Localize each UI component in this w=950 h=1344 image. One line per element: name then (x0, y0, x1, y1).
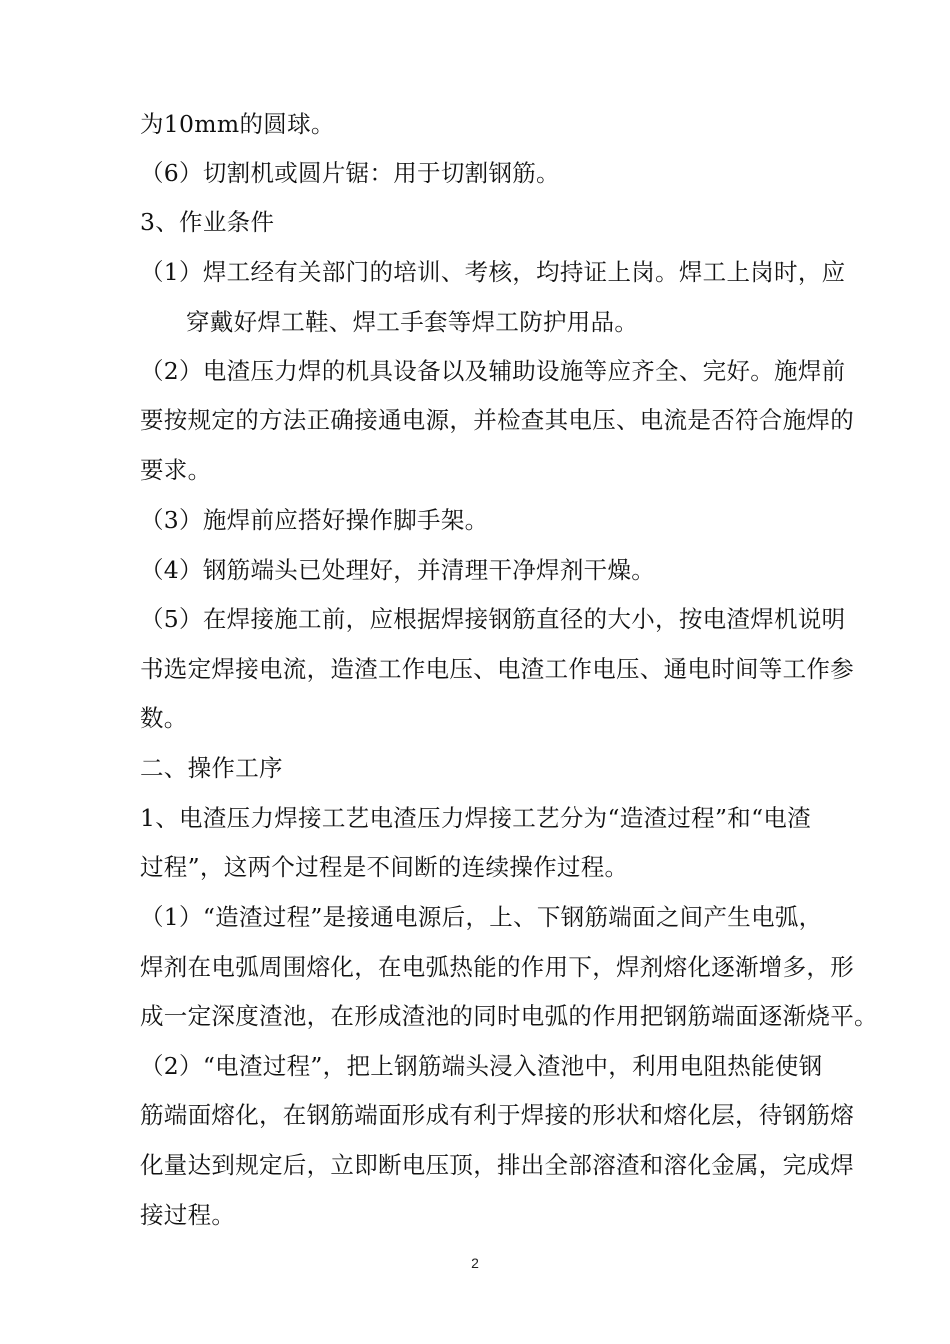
text-line: （4）钢筋端头已处理好，并清理干净焊剂干燥。 (140, 556, 656, 584)
text-line: 过程”，这两个过程是不间断的连续操作过程。 (140, 853, 629, 881)
text-line: （1）焊工经有关部门的培训、考核，均持证上岗。焊工上岗时，应 (140, 258, 846, 286)
text-line: （5）在焊接施工前，应根据焊接钢筋直径的大小，按电渣焊机说明 (140, 605, 846, 633)
text-line: 书选定焊接电流，造渣工作电压、电渣工作电压、通电时间等工作参 (140, 655, 854, 683)
text-line: （6）切割机或圆片锯：用于切割钢筋。 (140, 159, 560, 187)
section-heading: 3、作业条件 (140, 208, 275, 236)
text-line: 数。 (140, 704, 188, 732)
text-line: 为10mm的圆球。 (140, 110, 335, 138)
text-line: （3）施焊前应搭好操作脚手架。 (140, 506, 489, 534)
text-line: 化量达到规定后，立即断电压顶，排出全部溶渣和溶化金属，完成焊 (140, 1151, 854, 1179)
text-line: 穿戴好焊工鞋、焊工手套等焊工防护用品。 (186, 308, 639, 336)
text-line: 接过程。 (140, 1201, 236, 1229)
text-line: 1、电渣压力焊接工艺电渣压力焊接工艺分为“造渣过程”和“电渣 (140, 804, 811, 832)
text-line: 成一定深度渣池，在形成渣池的同时电弧的作用把钢筋端面逐渐烧平。 (140, 1002, 878, 1030)
text-line: （1）“造渣过程”是接通电源后，上、下钢筋端面之间产生电弧， (140, 903, 823, 931)
section-heading: 二、操作工序 (140, 754, 283, 782)
text-line: 要按规定的方法正确接通电源，并检查其电压、电流是否符合施焊的 (140, 406, 854, 434)
page-number: 2 (471, 1255, 479, 1271)
text-line: 筋端面熔化，在钢筋端面形成有利于焊接的形状和熔化层，待钢筋熔 (140, 1101, 854, 1129)
text-line: （2）电渣压力焊的机具设备以及辅助设施等应齐全、完好。施焊前 (140, 357, 846, 385)
text-line: 要求。 (140, 456, 212, 484)
text-line: （2）“电渣过程”，把上钢筋端头浸入渣池中，利用电阻热能使钢 (140, 1052, 823, 1080)
text-line: 焊剂在电弧周围熔化，在电弧热能的作用下，焊剂熔化逐渐增多，形 (140, 953, 854, 981)
